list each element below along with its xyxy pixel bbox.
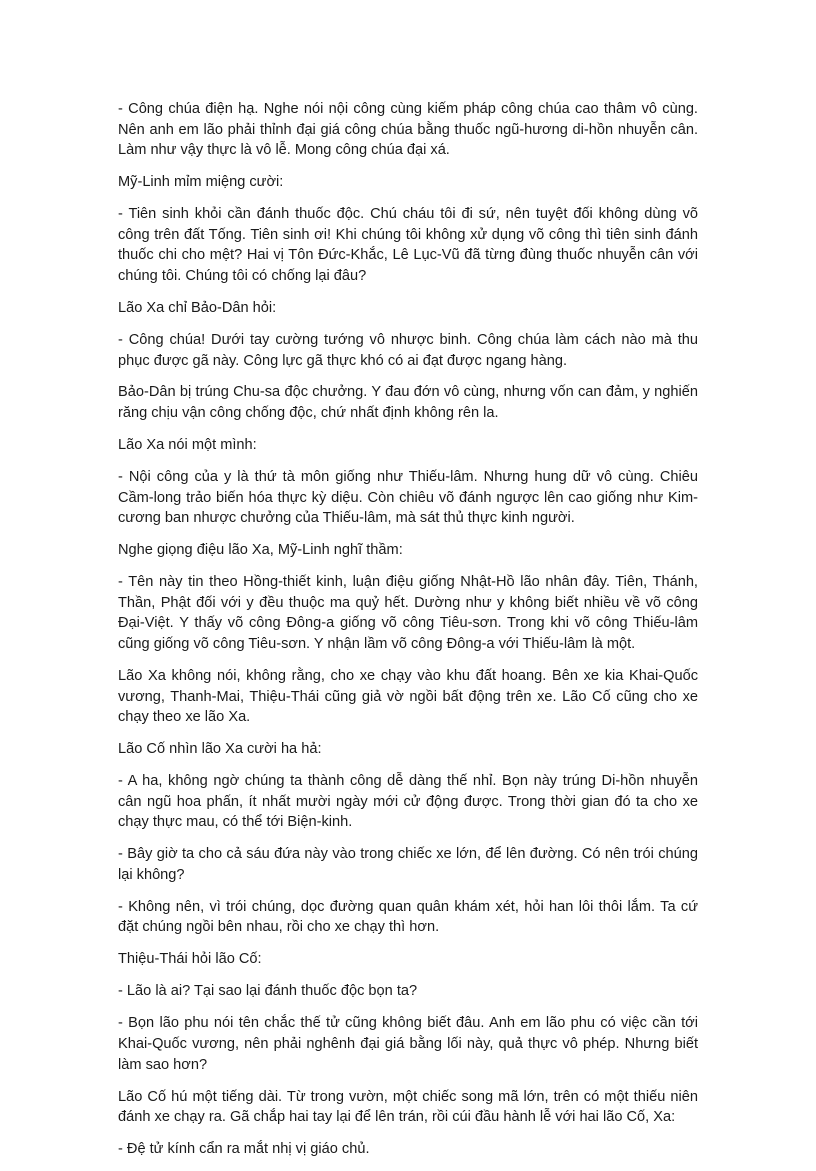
paragraph: Bảo-Dân bị trúng Chu-sa độc chưởng. Y đau đớn vô cùng, nhưng vốn can đảm, y nghiến răng chịu vận công chống độc, chứ nhất định không rên la.: [118, 384, 698, 422]
paragraph: - Lão là ai? Tại sao lại đánh thuốc độc bọn ta?: [118, 983, 418, 1000]
paragraph: - Đệ tử kính cẩn ra mắt nhị vị giáo chủ.: [118, 1141, 370, 1158]
paragraph: Lão Xa nói một mình:: [118, 437, 257, 454]
paragraph: - Nội công của y là thứ tà môn giống như Thiếu-lâm. Nhưng hung dữ vô cùng. Chiêu Cầm-long trảo biến hóa thực kỳ diệu. Còn chiêu võ đánh ngược lên cao giống như Kim-cương ban nhược chưởng của Thiếu-lâm, mà sát thủ thực kinh người.: [118, 469, 698, 527]
paragraph: - Tên này tin theo Hồng-thiết kinh, luận điệu giống Nhật-Hồ lão nhân đây. Tiên, Thánh, Thần, Phật đối với y đều thuộc ma quỷ hết. Dường như y không biết nhiều về võ công Đại-Việt. Y thấy võ công Đông-a giống võ công Tiêu-sơn. Trong khi võ công Thiếu-lâm cũng giống võ công Tiêu-sơn. Y nhận lầm võ công Đông-a với Thiếu-lâm là một.: [118, 574, 698, 652]
paragraph: - Công chúa! Dưới tay cường tướng vô nhược binh. Công chúa làm cách nào mà thu phục được gã này. Công lực gã thực khó có ai đạt được ngang hàng.: [118, 331, 698, 369]
paragraph: - A ha, không ngờ chúng ta thành công dễ dàng thế nhỉ. Bọn này trúng Di-hồn nhuyễn cân ngũ hoa phấn, ít nhất mười ngày mới cử động được. Trong thời gian đó ta cho xe chạy thực mau, có thể tới Biện-kinh.: [118, 773, 698, 831]
paragraph: - Bây giờ ta cho cả sáu đứa này vào trong chiếc xe lớn, để lên đường. Có nên trói chúng lại không?: [118, 846, 698, 883]
document-page: [118, 99, 698, 1171]
paragraph: Nghe giọng điệu lão Xa, Mỹ-Linh nghĩ thầm:: [118, 542, 403, 559]
paragraph: - Tiên sinh khỏi cần đánh thuốc độc. Chú cháu tôi đi sứ, nên tuyệt đối không dùng võ công trên đất Tống. Tiên sinh ơi! Khi chúng tôi không xử dụng võ công thì tiên sinh đánh thuốc chi cho mệt? Hai vị Tôn Đức-Khắc, Lê Lục-Vũ đã từng đùng thuốc nhuyễn cân với chúng tôi. Chúng tôi có chống lại đâu?: [118, 206, 698, 284]
paragraph: - Không nên, vì trói chúng, dọc đường quan quân khám xét, hỏi han lôi thôi lắm. Ta cứ đặt chúng ngồi bên nhau, rồi cho xe chạy thì hơn.: [118, 898, 698, 936]
paragraph: - Công chúa điện hạ. Nghe nói nội công cùng kiếm pháp công chúa cao thâm vô cùng. Nên anh em lão phải thỉnh đại giá công chúa bằng thuốc ngũ-hương di-hồn nhuyễn cân. Làm như vậy thực là vô lễ. Mong công chúa đại xá.: [118, 101, 698, 159]
paragraph: Mỹ-Linh mỉm miệng cười:: [118, 174, 284, 191]
paragraph: - Bọn lão phu nói tên chắc thế tử cũng không biết đâu. Anh em lão phu có việc cần tới Khai-Quốc vương, nên phải nghênh đại giá bằng lối này, quả thực vô phép. Nhưng biết làm sao hơn?: [118, 1015, 698, 1073]
paragraph: Lão Xa không nói, không rằng, cho xe chạy vào khu đất hoang. Bên xe kia Khai-Quốc vương, Thanh-Mai, Thiệu-Thái cũng giả vờ ngồi bất động trên xe. Lão Cố cũng cho xe chạy theo xe lão Xa.: [118, 667, 698, 726]
paragraph: Lão Cố nhìn lão Xa cười ha hả:: [118, 741, 322, 758]
paragraph: Thiệu-Thái hỏi lão Cố:: [118, 951, 262, 968]
paragraph: Lão Xa chỉ Bảo-Dân hỏi:: [118, 299, 277, 316]
paragraph: Lão Cố hú một tiếng dài. Từ trong vườn, một chiếc song mã lớn, trên có một thiếu niên đánh xe chạy ra. Gã chắp hai tay lại để lên trán, rồi cúi đầu hành lễ với hai lão Cố, Xa:: [118, 1088, 698, 1126]
